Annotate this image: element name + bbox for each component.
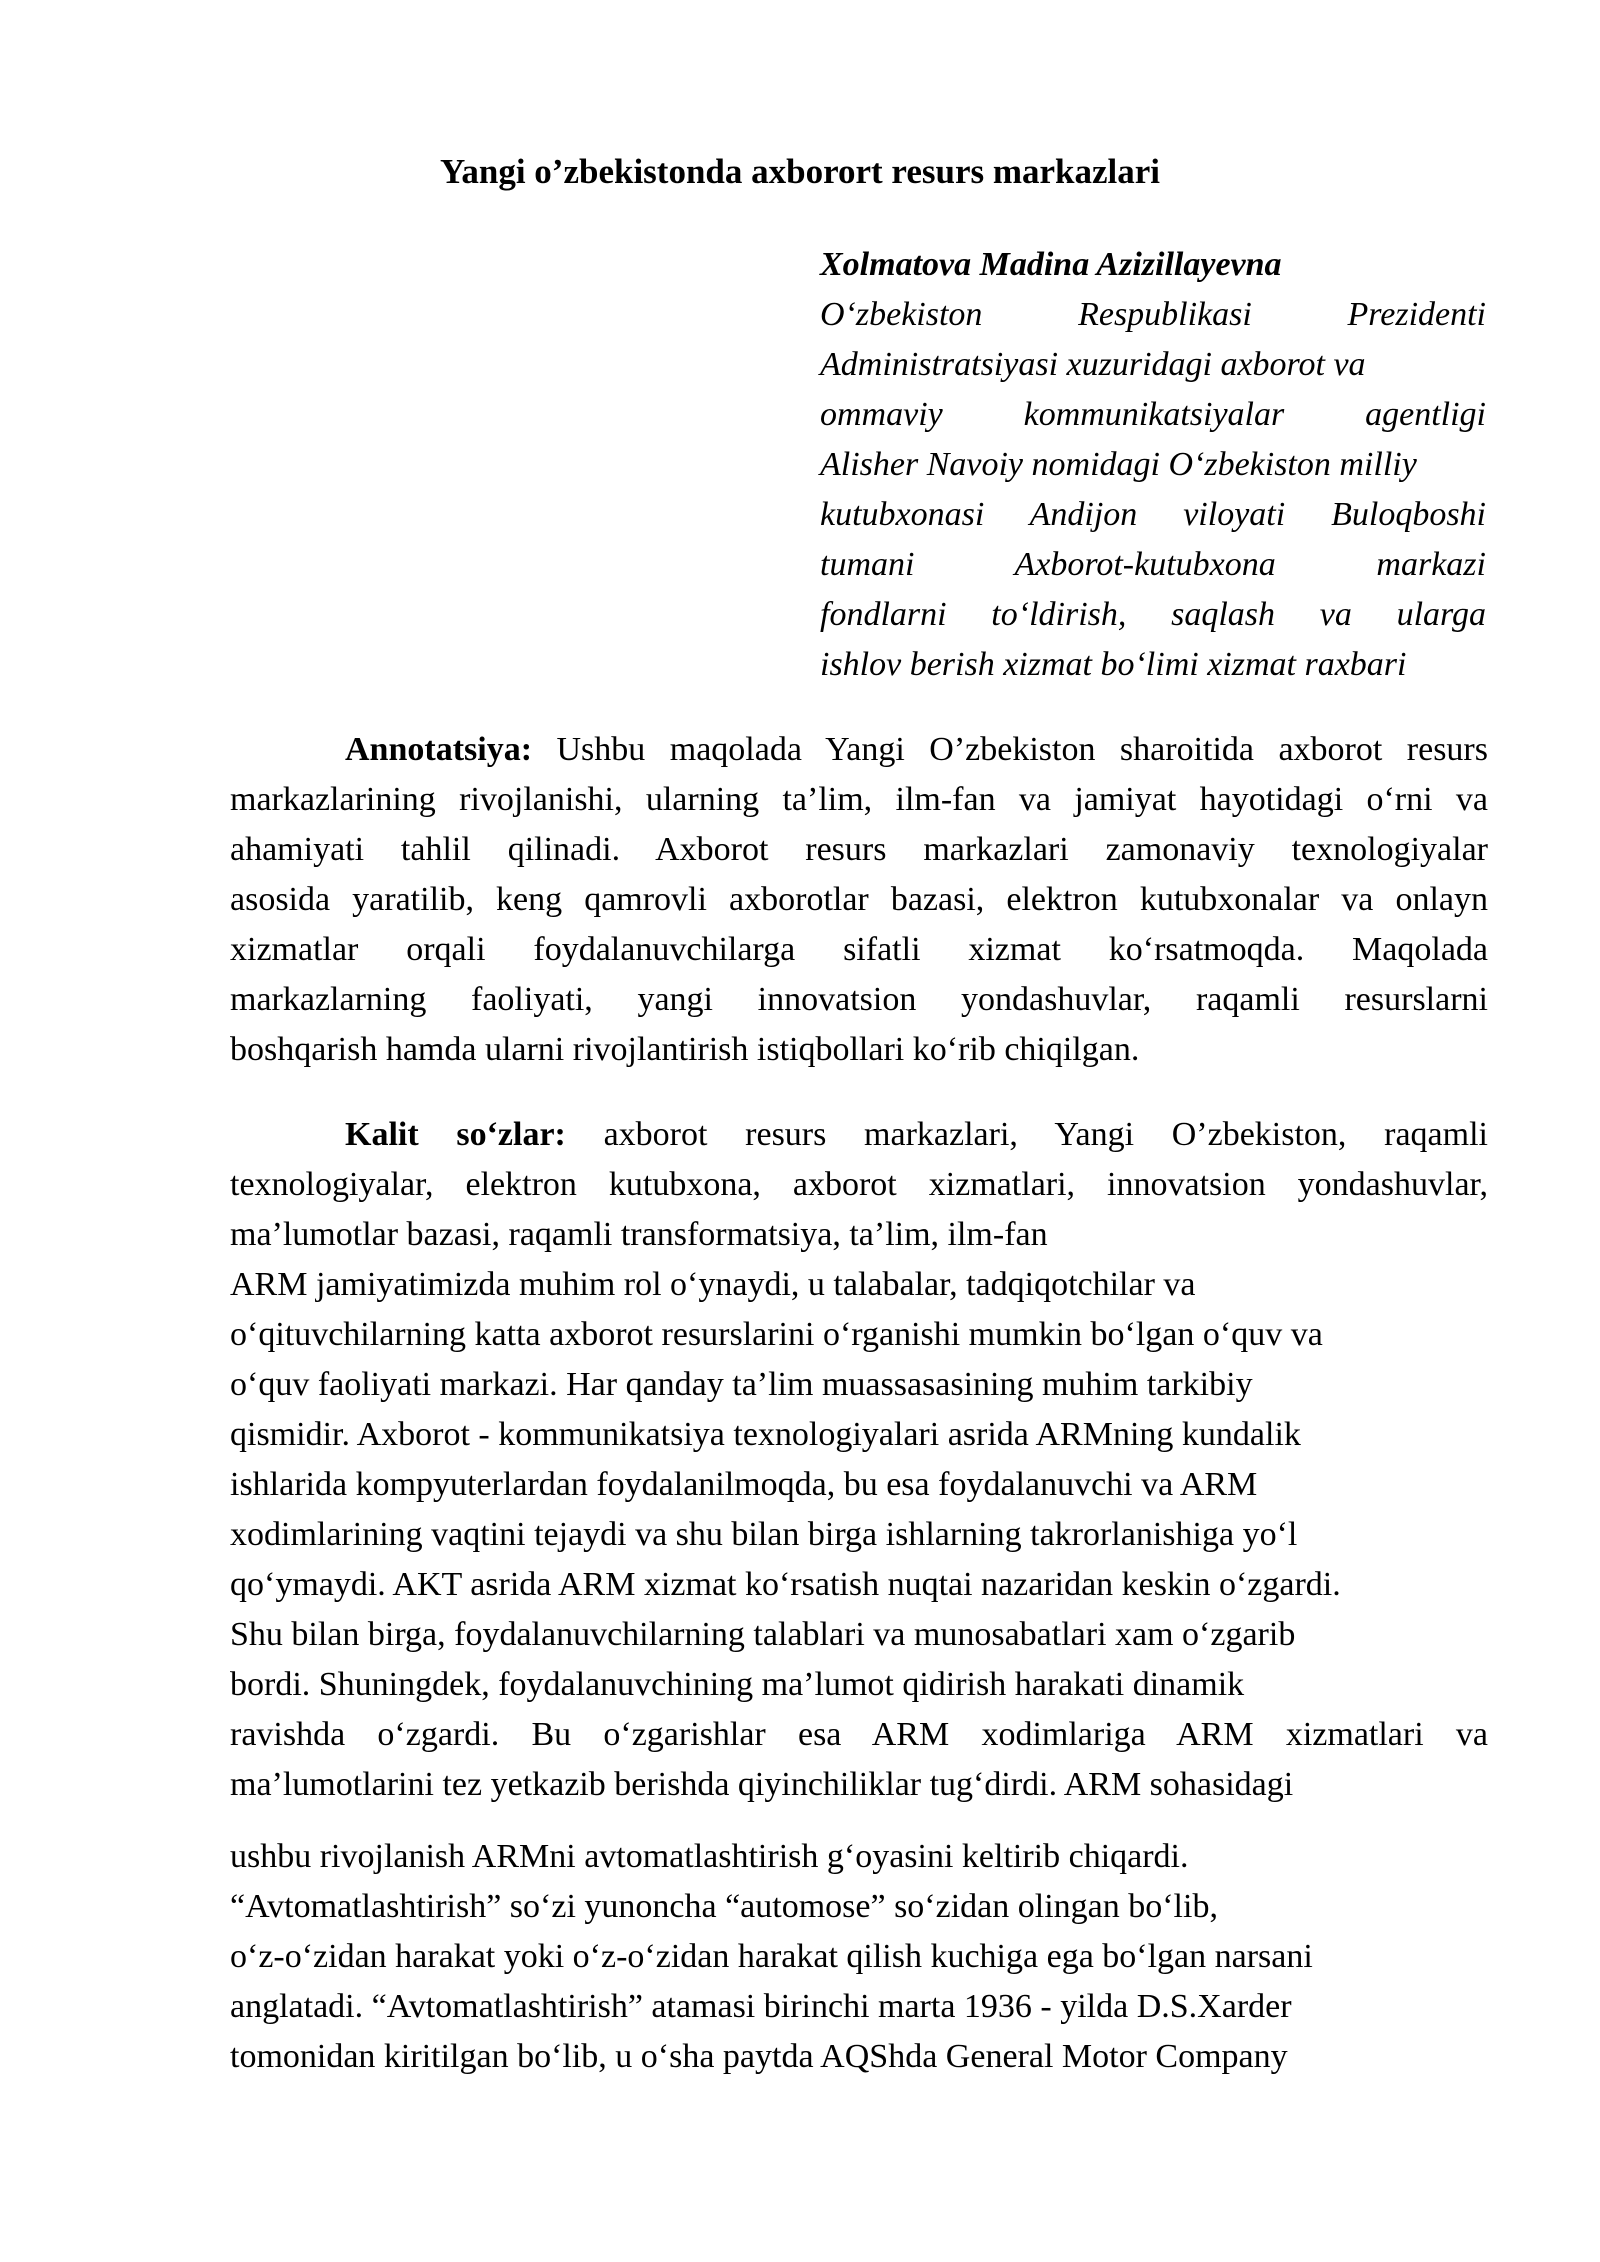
annotation-label: Annotatsiya: xyxy=(345,731,533,768)
keywords-text: axborot resurs markazlari, Yangi O’zbekiston, raqamli xyxy=(565,1116,1488,1153)
body-line: ushbu rivojlanish ARMni avtomatlashtirish g‘oyasini keltirib chiqardi. xyxy=(230,1838,1189,1875)
affiliation-line: ommaviy kommunikatsiyalar agentligi xyxy=(820,396,1486,433)
affiliation-line: Administratsiyasi xuzuridagi axborot va xyxy=(820,346,1366,383)
keywords-label: Kalit so‘zlar: xyxy=(345,1116,566,1153)
annotation-first-line xyxy=(230,725,1488,775)
body-paragraph xyxy=(230,1260,1488,1810)
document-title: Yangi o’zbekistonda axborort resurs markazlari xyxy=(439,152,1161,191)
keywords-line: texnologiyalar, elektron kutubxona, axborot xizmatlari, innovatsion yondashuvlar, xyxy=(230,1166,1488,1203)
body-line: tomonidan kiritilgan bo‘lib, u o‘sha paytda AQShda General Motor Company xyxy=(230,2038,1288,2075)
body-line: bordi. Shuningdek, foydalanuvchining ma’lumot qidirish harakati dinamik xyxy=(230,1666,1245,1703)
body-line: qismidir. Axborot - kommunikatsiya texnologiyalari asrida ARMning kundalik xyxy=(230,1416,1301,1453)
affiliation-line: tumani Axborot-kutubxona markazi xyxy=(820,546,1486,583)
body-line: ma’lumotlarini tez yetkazib berishda qiyinchiliklar tug‘dirdi. ARM sohasidagi xyxy=(230,1766,1294,1803)
author-block xyxy=(820,240,1486,690)
affiliation-line: ishlov berish xizmat bo‘limi xizmat raxbari xyxy=(820,646,1407,683)
annotation-line: markazlarining rivojlanishi, ularning ta’lim, ilm-fan va jamiyat hayotidagi o‘rni va xyxy=(230,781,1488,818)
annotation-text: Ushbu maqolada Yangi O’zbekiston sharoitida axborot resurs xyxy=(532,731,1488,768)
body-line: o‘qituvchilarning katta axborot resurslarini o‘rganishi mumkin bo‘lgan o‘quv va xyxy=(230,1316,1323,1353)
body-line: ravishda o‘zgardi. Bu o‘zgarishlar esa ARM xodimlariga ARM xizmatlari va xyxy=(230,1716,1488,1753)
body-line: Shu bilan birga, foydalanuvchilarning talablari va munosabatlari xam o‘zgarib xyxy=(230,1616,1296,1653)
annotation-paragraph xyxy=(230,725,1488,1075)
body-line: “Avtomatlashtirish” so‘zi yunoncha “automose” so‘zidan olingan bo‘lib, xyxy=(230,1888,1218,1925)
body-line: xodimlarining vaqtini tejaydi va shu bilan birga ishlarning takrorlanishiga yo‘l xyxy=(230,1516,1298,1553)
annotation-line: markazlarning faoliyati, yangi innovatsion yondashuvlar, raqamli resurslarni xyxy=(230,981,1488,1018)
keywords-line: ma’lumotlar bazasi, raqamli transformatsiya, ta’lim, ilm-fan xyxy=(230,1216,1048,1253)
body-line: o‘quv faoliyati markazi. Har qanday ta’lim muassasasining muhim tarkibiy xyxy=(230,1366,1253,1403)
affiliation-line: O‘zbekiston Respublikasi Prezidenti xyxy=(820,296,1486,333)
author-name: Xolmatova Madina Azizillayevna xyxy=(820,246,1282,283)
annotation-line: boshqarish hamda ularni rivojlantirish istiqbollari ko‘rib chiqilgan. xyxy=(230,1031,1140,1068)
annotation-line: asosida yaratilib, keng qamrovli axborotlar bazasi, elektron kutubxonalar va onlayn xyxy=(230,881,1488,918)
annotation-line: xizmatlar orqali foydalanuvchilarga sifatli xizmat ko‘rsatmoqda. Maqolada xyxy=(230,931,1488,968)
body-line: qo‘ymaydi. AKT asrida ARM xizmat ko‘rsatish nuqtai nazaridan keskin o‘zgardi. xyxy=(230,1566,1341,1603)
body-paragraph-continued xyxy=(230,1832,1488,2082)
body-line: o‘z-o‘zidan harakat yoki o‘z-o‘zidan harakat qilish kuchiga ega bo‘lgan narsani xyxy=(230,1938,1313,1975)
body-line: anglatadi. “Avtomatlashtirish” atamasi birinchi marta 1936 - yilda D.S.Xarder xyxy=(230,1988,1292,2025)
affiliation-line: fondlarni to‘ldirish, saqlash va ularga xyxy=(820,596,1486,633)
keywords-first-line xyxy=(230,1110,1488,1160)
body-line: ARM jamiyatimizda muhim rol o‘ynaydi, u talabalar, tadqiqotchilar va xyxy=(230,1266,1196,1303)
body-line: ishlarida kompyuterlardan foydalanilmoqda, bu esa foydalanuvchi va ARM xyxy=(230,1466,1258,1503)
keywords-paragraph xyxy=(230,1110,1488,1260)
annotation-line: ahamiyati tahlil qilinadi. Axborot resurs markazlari zamonaviy texnologiyalar xyxy=(230,831,1488,868)
affiliation-line: kutubxonasi Andijon viloyati Buloqboshi xyxy=(820,496,1486,533)
affiliation-line: Alisher Navoiy nomidagi O‘zbekiston milliy xyxy=(820,446,1417,483)
